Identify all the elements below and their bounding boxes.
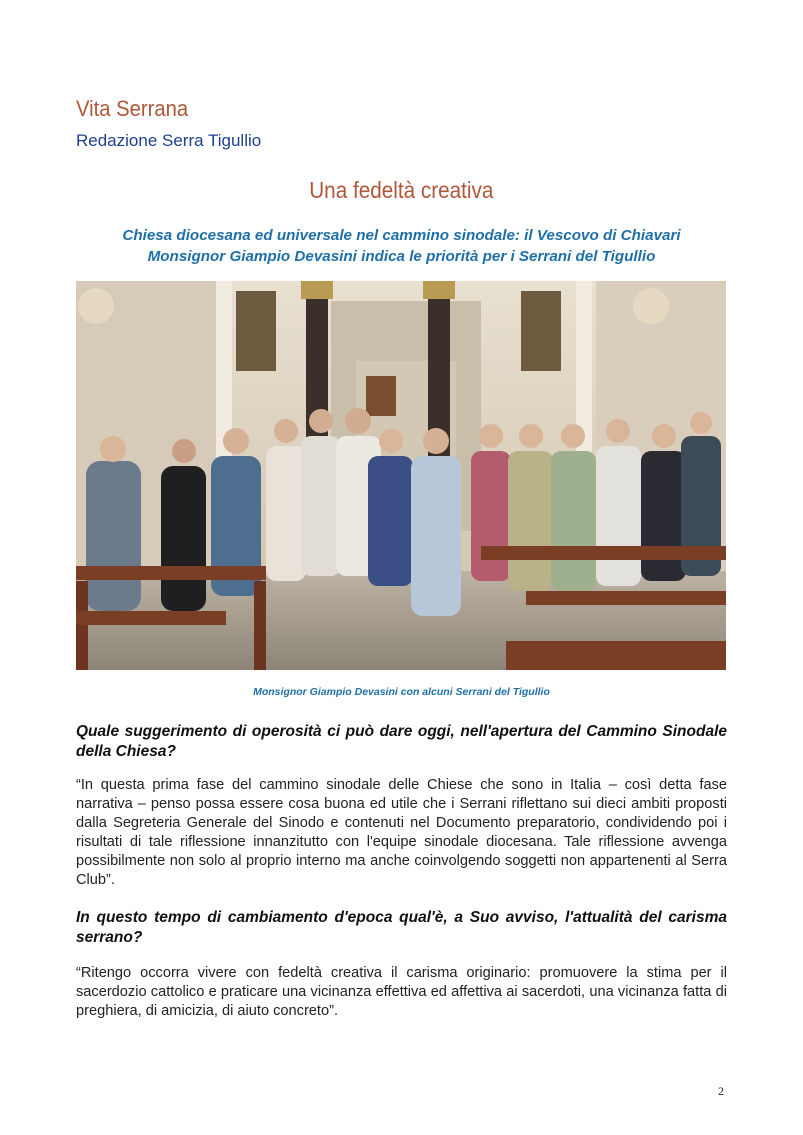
group-photo [76, 281, 726, 670]
subtitle-line-2: Monsignor Giampio Devasini indica le priorità per i Serrani del Tigullio [147, 248, 656, 265]
article-subtitle [60, 225, 743, 267]
page-number: 2 [718, 1084, 724, 1098]
editorial-byline: Redazione Serra Tigullio [76, 131, 262, 150]
answer-1: “In questa prima fase del cammino sinodale delle Chiese che sono in Italia – così detta fase narrativa – penso possa essere cosa buona ed utile che i Serrani riflettano sui dieci ambiti proposti dalla Segreteria Generale del Sinodo e contenuti nel Documento preparatorio, condividendo poi i risultati di tale riflessione innanzitutto con l'equipe sinodale diocesana. Tale riflessione avvenga possibilmente non solo al proprio interno ma anche coinvolgendo soggetti non appartenenti al Serra Club”. [76, 777, 727, 888]
church-interior-illustration [76, 281, 726, 670]
article-title [0, 177, 803, 204]
question-2: In questo tempo di cambiamento d'epoca qual'è, a Suo avviso, l'attualità del carisma serrano? [76, 909, 727, 946]
article-title-text: Una fedeltà creativa [309, 177, 494, 203]
answer-2: “Ritengo occorra vivere con fedeltà creativa il carisma originario: promuovere la stima per il sacerdozio cattolico e praticare una vicinanza effettiva ed affettiva ai sacerdoti, una vicinanza fatta di preghiera, di amicizia, di aiuto concreto”. [76, 965, 727, 1019]
question-1: Quale suggerimento di operosità ci può dare oggi, nell'apertura del Cammino Sinodale della Chiesa? [76, 723, 727, 760]
section-title: Vita Serrana [76, 96, 189, 121]
photo-caption: Monsignor Giampio Devasini con alcuni Serrani del Tigullio [253, 686, 550, 698]
subtitle-line-1: Chiesa diocesana ed universale nel cammino sinodale: il Vescovo di Chiavari [122, 227, 681, 244]
